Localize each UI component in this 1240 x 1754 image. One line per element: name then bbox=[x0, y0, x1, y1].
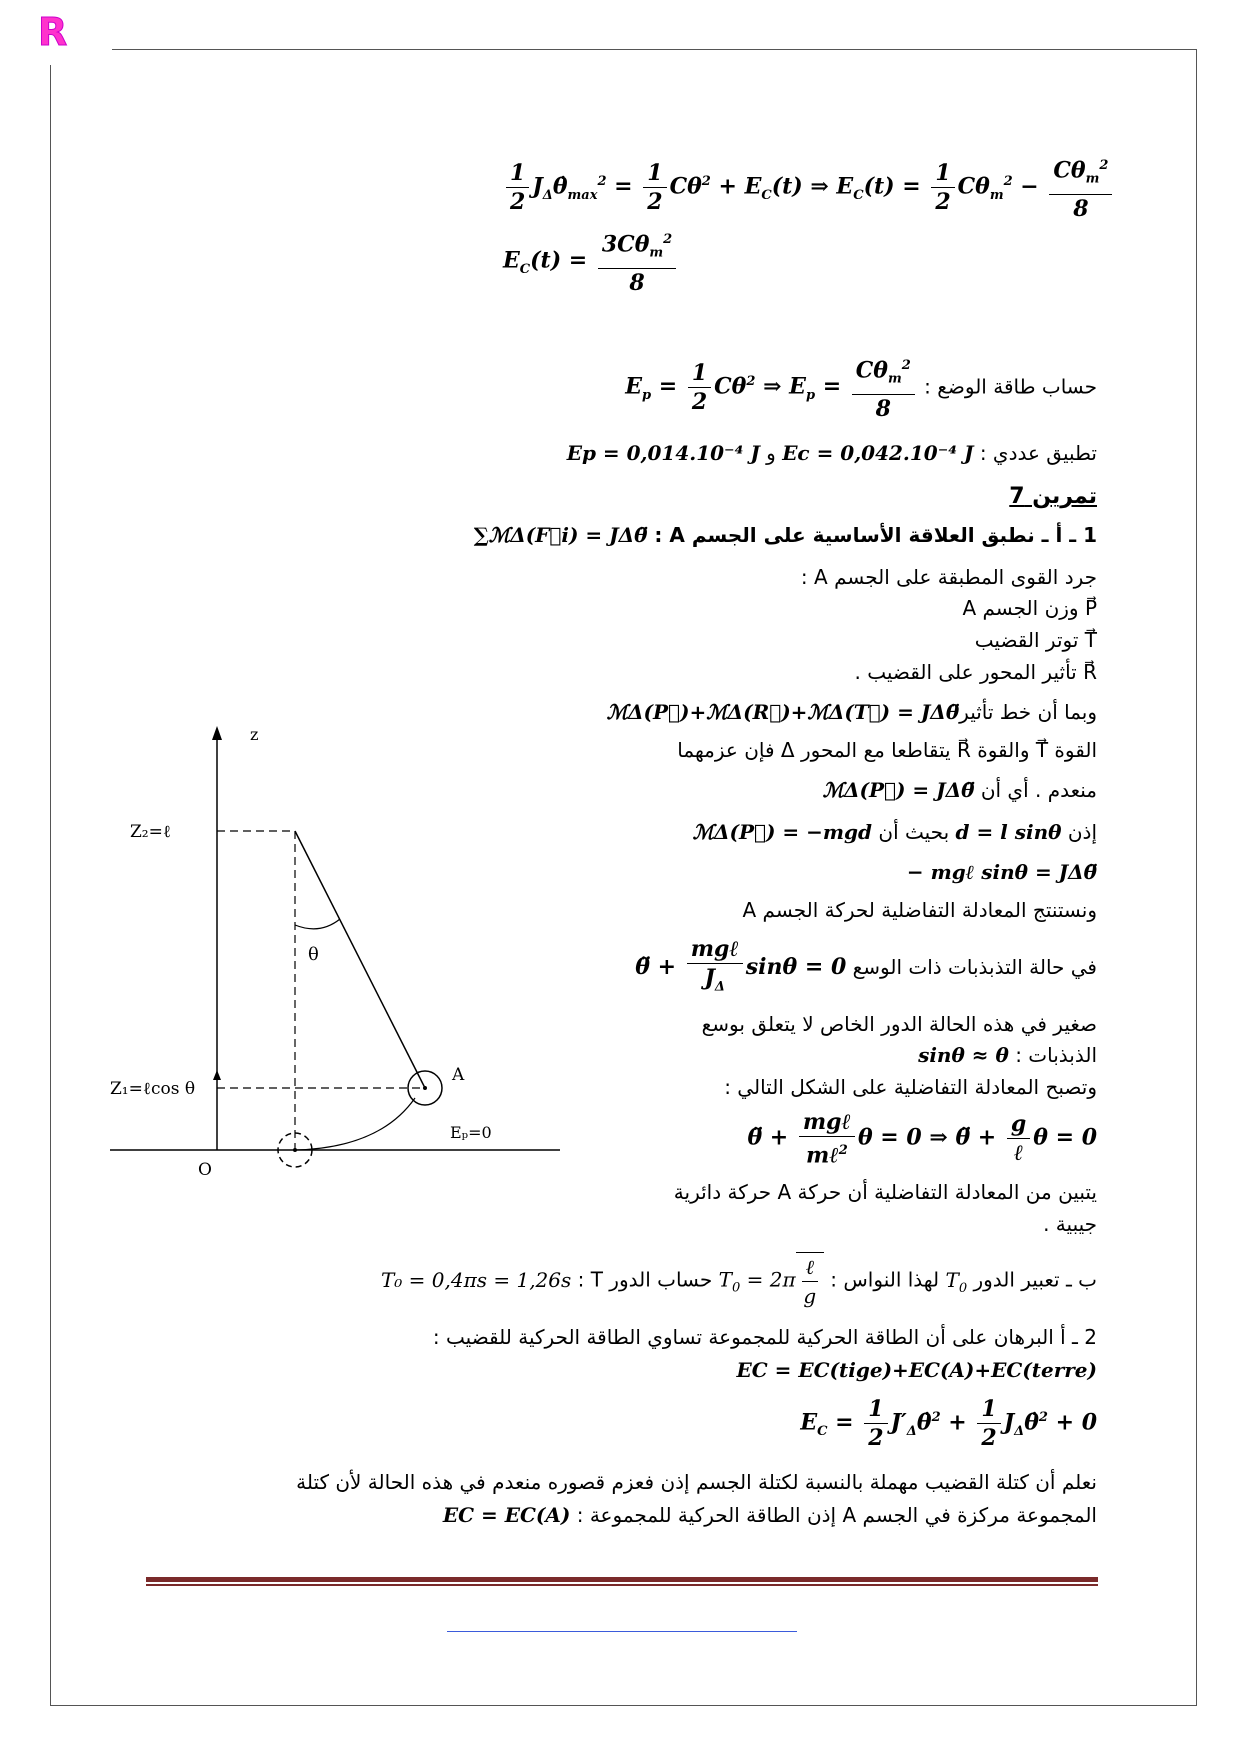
exercise-title: تمرين 7 bbox=[1009, 484, 1097, 509]
moments-sum-line: وبما أن خط تأثيرℳΔ(P⃗)+ℳΔ(R⃗)+ℳΔ(T⃗) = JΔθ̈ bbox=[606, 700, 1097, 724]
shows-line: يتبين من المعادلة التفاضلية أن حركة A حركة دائرية bbox=[673, 1180, 1097, 1204]
trajectory-arc bbox=[295, 1098, 415, 1150]
differential-equation-line: في حالة التذبذبات ذات الوسع θ̈ + $\frac{\text{mgℓ}}{J_\Delta}$ sinθ = 0 bbox=[635, 936, 1097, 995]
label-o: O bbox=[198, 1160, 212, 1180]
deduce-equation-line: ونستنتج المعادلة التفاضلية لحركة الجسم A bbox=[742, 898, 1097, 922]
know-line-2: المجموعة مركزة في الجسم A إذن الطاقة الحركية للمجموعة : EC = EC(A) bbox=[442, 1503, 1097, 1527]
frame-bottom-border bbox=[50, 1705, 1197, 1706]
null-moment-line: منعدم . أي أن ℳΔ(P⃗) = JΔθ̈ bbox=[822, 778, 1097, 802]
label-z: z bbox=[250, 725, 259, 744]
force-axis-reaction: R⃗ تأثير المحور على القضيب . bbox=[854, 660, 1097, 684]
ec-expression-line: $E_C$ = $\frac{1}{2}$ $J'_\Delta\thetȧ^2$ + $\frac{1}{2}$ $J_\Delta\thetȧ^2 + 0$ bbox=[800, 1396, 1097, 1451]
question-1a: 1 ـ أ ـ نطبق العلاقة الأساسية على الجسم A : ∑ℳΔ(F⃗i) = JΔθ̈ bbox=[473, 523, 1097, 547]
sinusoidal-line: جيبية . bbox=[1043, 1212, 1097, 1236]
question-2: 2 ـ أ البرهان على أن الطاقة الحركية للمجموعة تساوي الطاقة الحركية للقضيب : bbox=[432, 1325, 1097, 1349]
becomes-line: وتصبح المعادلة التفاضلية على الشكل التالي : bbox=[724, 1075, 1097, 1099]
numeric-application-line: تطبيق عددي : Ec = 0,042.10⁻⁴ J و Ep = 0,014.10⁻⁴ J bbox=[566, 441, 1097, 465]
period-line: ب ـ تعبير الدور $T_0$ لهذا النواس : $T_0 = 2\pi$ $\frac{\text{ℓ}}{g}$ حساب الدور T : T₀ = 0,4πs = 1,26s bbox=[381, 1252, 1097, 1310]
footer-rule-thin bbox=[146, 1584, 1098, 1586]
frame-right-border bbox=[1196, 49, 1197, 1705]
footer-rule-thick bbox=[146, 1577, 1098, 1582]
simplified-equation: θ̈ + $\frac{\text{mgℓ}}{m\ell^2}$ θ = 0 ⇒ θ̈ + $\frac{g}{\text{ℓ}}$ θ = 0 bbox=[747, 1109, 1097, 1169]
mass-a-center bbox=[423, 1086, 427, 1090]
label-z1: Z₁=ℓcos θ bbox=[110, 1079, 196, 1099]
energy-equation-1: $\frac{1}{2}$ $J_\Delta\thetȧ_{max}^2$ = $\frac{1}{2}$ $C\theta^2 + E_C(t)$ ⇒ $E_C(t)$ = $\frac{1}{2}$ $C\theta_m^2$ − $\frac{C\theta_m^2}{8}$ bbox=[503, 152, 1115, 223]
label-theta: θ bbox=[308, 944, 319, 965]
z1-arrow-icon bbox=[213, 1070, 221, 1080]
forces-intro: جرد القوى المطبقة على الجسم A : bbox=[800, 565, 1097, 589]
small-period-line: صغير في هذه الحالة الدور الخاص لا يتعلق بوسع bbox=[701, 1012, 1097, 1036]
label-a: A bbox=[452, 1065, 465, 1085]
label-z2: Z₂=ℓ bbox=[130, 822, 172, 842]
potential-energy-line: حساب طاقة الوضع : $E_p$ = $\frac{1}{2}$ $C\theta^2$ ⇒ $E_p$ = $\frac{C\theta_m^2}{8}$ bbox=[625, 352, 1097, 423]
forces-cross-line: القوة T⃗ والقوة R⃗ يتقاطعا مع المحور Δ فإن عزمهما bbox=[677, 738, 1097, 762]
footer-link-line bbox=[447, 1631, 797, 1632]
z-axis-arrow-icon bbox=[212, 726, 222, 740]
logo: R bbox=[38, 10, 68, 54]
label-ep0: Eₚ=0 bbox=[450, 1123, 492, 1142]
frame-top-border bbox=[112, 49, 1196, 50]
pendulum-figure bbox=[100, 720, 570, 1190]
frame-left-border bbox=[50, 65, 51, 1705]
theta-arc bbox=[295, 919, 340, 929]
force-weight: P⃗ وزن الجسم A bbox=[962, 596, 1097, 620]
energy-equation-2: $E_C(t)$ = $\frac{3C\theta_m^2}{8}$ bbox=[503, 226, 679, 297]
ec-sum-line: EC = EC(tige)+EC(A)+EC(terre) bbox=[736, 1358, 1097, 1382]
dynamic-equation: − mgℓ sinθ = JΔθ̈ bbox=[906, 860, 1097, 884]
moment-weight-line: إذن d = l sinθ بحيث أن ℳΔ(P⃗) = −mgd bbox=[692, 820, 1097, 844]
force-tension: T⃗ توتر القضيب bbox=[974, 628, 1097, 652]
oscillations-line: الذبذبات : sinθ ≈ θ bbox=[918, 1043, 1097, 1067]
know-line-1: نعلم أن كتلة القضيب مهملة بالنسبة لكتلة الجسم إذن فعزم قصوره منعدم في هذه الحالة لأن كتلة bbox=[296, 1470, 1097, 1494]
